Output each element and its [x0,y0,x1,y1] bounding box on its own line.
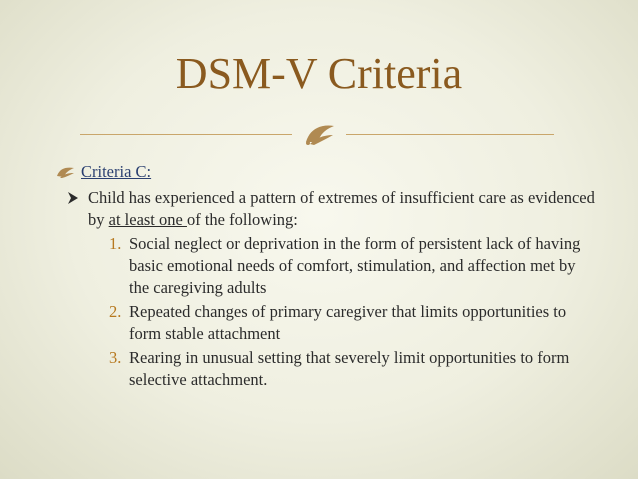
list-item [109,233,589,299]
ornament-icon [300,120,340,148]
criteria-intro [68,187,598,231]
title-rule-left [80,134,292,135]
slide-title: DSM-V Criteria [175,49,463,98]
criteria-label: Criteria C: [81,162,152,181]
item-number: 1. [109,234,122,253]
item-text: Social neglect or deprivation in the form of persistent lack of having basic emotional needs of comfort, stimulation, and affection met by the caregiving adults [129,234,581,297]
arrow-bullet-icon [68,192,78,204]
item-text: Rearing in unusual setting that severely limit opportunities to form selective attachment. [129,348,570,389]
criteria-intro-text [68,187,598,231]
title-rule-right [346,134,554,135]
list-item [109,301,589,345]
item-text: Repeated changes of primary caregiver that limits opportunities to form stable attachment [129,302,567,343]
item-number: 3. [109,348,122,367]
criteria-list [109,233,589,391]
criteria-heading [56,162,151,182]
scroll-ornament-icon [56,165,76,179]
intro-after: of the following: [186,210,298,229]
list-item [109,347,589,391]
intro-underlined: at least one [108,210,187,229]
intro-before: Child has experienced a pattern of extremes of insufficient care as evidenced by [88,188,595,229]
item-number: 2. [109,302,122,321]
